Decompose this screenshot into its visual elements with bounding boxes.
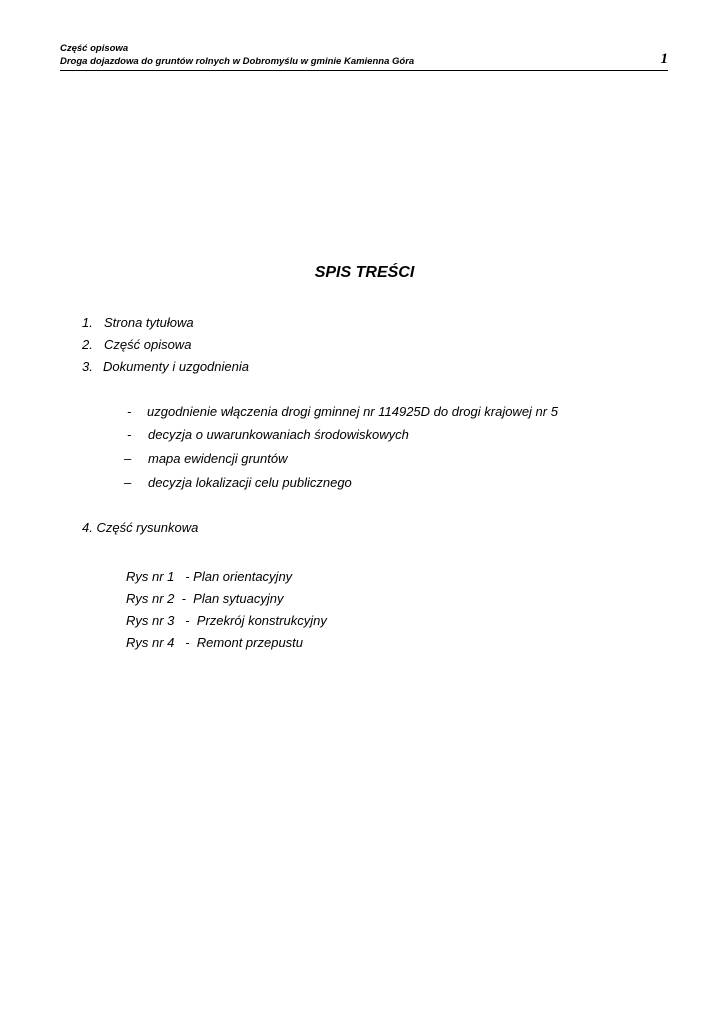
toc-item-number: 3.	[82, 359, 93, 374]
header-rule	[60, 70, 668, 71]
document-label: uzgodnienie włączenia drogi gminnej nr 114925D do drogi krajowej nr 5	[147, 404, 558, 419]
toc-item-label: Część opisowa	[104, 337, 192, 352]
document-dash: –	[124, 475, 132, 490]
drawing-item-4: Rys nr 4 - Remont przepustu	[126, 635, 304, 650]
toc-item-2	[82, 337, 191, 352]
toc-item-4: 4. Część rysunkowa	[82, 520, 199, 535]
drawing-item-2: Rys nr 2 - Plan sytuacyjny	[126, 591, 284, 606]
toc-item-number: 2.	[82, 337, 93, 352]
document-label: mapa ewidencji gruntów	[148, 451, 288, 466]
header-section-title: Część opisowa	[60, 43, 129, 54]
toc-item-label: Strona tytułowa	[104, 315, 194, 330]
page-number: 1	[660, 51, 668, 67]
page-header	[60, 42, 668, 68]
toc-item-number: 1.	[82, 315, 93, 330]
document-item-3	[124, 451, 287, 466]
toc-item-label: Dokumenty i uzgodnienia	[103, 359, 249, 374]
document-dash: -	[127, 427, 132, 442]
drawing-item-3: Rys nr 3 - Przekrój konstrukcyjny	[126, 613, 327, 628]
drawing-item-1: Rys nr 1 - Plan orientacyjny	[126, 569, 293, 584]
document-item-2	[127, 427, 409, 442]
toc-item-3	[82, 359, 249, 374]
document-dash: -	[127, 404, 132, 419]
toc-item-1	[82, 315, 194, 330]
document-label: decyzja lokalizacji celu publicznego	[148, 475, 352, 490]
page-title: SPIS TREŚCI	[314, 264, 415, 281]
header-project-title: Droga dojazdowa do gruntów rolnych w Dobromyślu w gminie Kamienna Góra	[60, 56, 415, 67]
document-item-1	[127, 404, 558, 419]
document-item-4	[124, 475, 352, 490]
document-label: decyzja o uwarunkowaniach środowiskowych	[148, 427, 409, 442]
document-dash: –	[124, 451, 132, 466]
